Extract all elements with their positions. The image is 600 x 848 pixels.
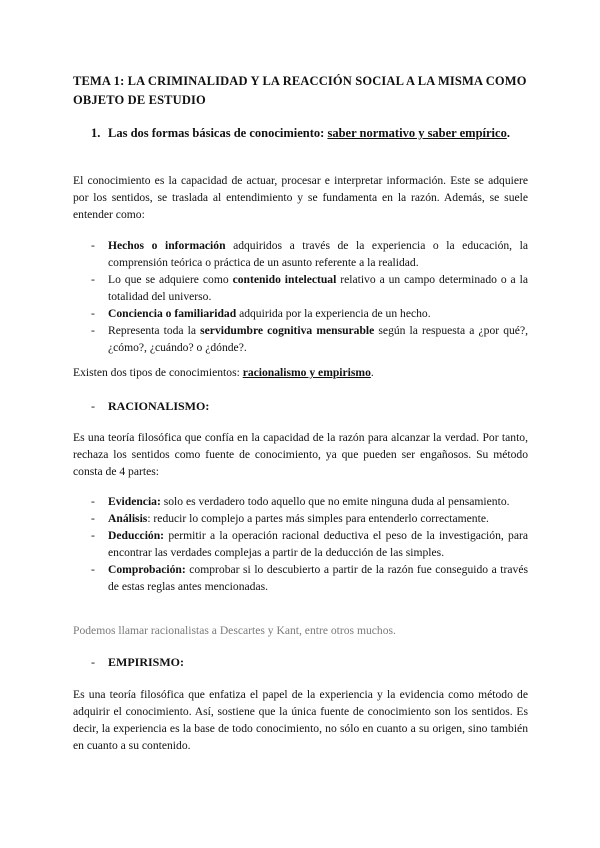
racionalismo-heading-text: RACIONALISMO: <box>108 399 210 413</box>
section-heading-end: . <box>506 126 510 140</box>
step-text: solo es verdadero todo aquello que no emite ninguna duda al pensamiento. <box>160 495 510 508</box>
empirismo-heading: - EMPIRISMO: <box>91 655 184 669</box>
list-item: - Comprobación: comprobar si lo descubierto a partir de la razón fue conseguido a través de estas reglas antes mencionadas. <box>91 563 528 593</box>
item-text: adquirida por la experiencia de un hecho. <box>236 307 431 320</box>
step-bold: Análisis <box>108 512 148 525</box>
list-item: - Deducción: permitir a la operación racional deductiva el peso de la investigación, para encontrar las verdades complejas a partir de la deducción de las simples. <box>91 529 528 559</box>
list-item: - Hechos o información adquiridos a través de la experiencia o la educación, la comprensión teórica o práctica de un asunto referente a la realidad. <box>91 239 528 269</box>
step-bold: Comprobación: <box>108 563 186 576</box>
step-text: permitir a la operación racional deductiva el peso de la investigación, para encontrar las verdades complejas a partir de la deducción de las simples. <box>108 529 528 559</box>
item-pre: Lo que se adquiere como <box>108 273 233 286</box>
racionalistas-note: Podemos llamar racionalistas a Descartes y Kant, entre otros muchos. <box>73 624 396 637</box>
step-text: : reducir lo complejo a partes más simples para entenderlo correctamente. <box>147 512 489 525</box>
item-bold: contenido intelectual <box>232 273 337 286</box>
section-heading-underlined: saber normativo y saber empírico <box>327 126 507 140</box>
item-bold: servidumbre cognitiva mensurable <box>200 324 375 337</box>
method-steps-list <box>91 493 528 595</box>
step-text: comprobar si lo descubierto a partir de la razón fue conseguido a través de estas reglas antes mencionadas. <box>108 563 528 593</box>
list-item: - Representa toda la servidumbre cognitiva mensurable según la respuesta a ¿por qué?, ¿cómo?, ¿cuándo? o ¿dónde?. <box>91 324 528 354</box>
step-bold: Deducción: <box>108 529 165 542</box>
list-item: - Evidencia: solo es verdadero todo aquello que no emite ninguna duda al pensamiento. <box>91 495 510 508</box>
item-bold: Hechos o información <box>108 239 226 252</box>
step-bold: Evidencia: <box>108 495 161 508</box>
item-bold: Conciencia o familiaridad <box>108 307 237 320</box>
item-text: relativo a un campo determinado o a la totalidad del universo. <box>108 273 528 303</box>
list-item: - Conciencia o familiaridad adquirida por la experiencia de un hecho. <box>91 307 431 320</box>
empirismo-heading-text: EMPIRISMO: <box>108 655 184 669</box>
intro-paragraph: El conocimiento es la capacidad de actuar, procesar e interpretar información. Este se adquiere por los sentidos, se traslada al entendimiento y se fundamenta en la razón. Además, se suele entender como: <box>73 174 528 221</box>
section-heading-1 <box>91 124 528 143</box>
list-item: - Análisis: reducir lo complejo a partes más simples para entenderlo correctamente. <box>91 512 489 525</box>
section-heading-text: Las dos formas básicas de conocimiento: <box>108 126 328 140</box>
types-end: . <box>370 366 374 379</box>
types-underlined: racionalismo y empirismo <box>242 366 371 379</box>
knowledge-definitions-list <box>91 237 528 356</box>
racionalismo-heading: - RACIONALISMO: <box>91 399 210 413</box>
list-item: - Lo que se adquiere como contenido intelectual relativo a un campo determinado o a la totalidad del universo. <box>91 273 528 303</box>
section-number: 1. <box>91 126 101 140</box>
racionalismo-paragraph: Es una teoría filosófica que confía en la capacidad de la razón para alcanzar la verdad. Por tanto, rechaza los sentidos como fuente de conocimiento, ya que pueden ser engañosos. Su método consta de 4 partes: <box>73 431 528 478</box>
item-text: según la respuesta a ¿por qué?, ¿cómo?, ¿cuándo? o ¿dónde?. <box>108 324 528 354</box>
document-title: TEMA 1: LA CRIMINALIDAD Y LA REACCIÓN SOCIAL A LA MISMA COMO OBJETO DE ESTUDIO <box>73 74 527 107</box>
empirismo-paragraph: Es una teoría filosófica que enfatiza el papel de la experiencia y la evidencia como método de adquirir el conocimiento. Así, sostiene que la única fuente de conocimiento son los sentidos. Es decir, la experiencia es la base de todo conocimiento, no sólo en cuanto a su origen, sino también en cuanto a su contenido. <box>73 688 528 752</box>
item-text: adquiridos a través de la experiencia o la educación, la comprensión teórica o práctica de un asunto referente a la realidad. <box>108 239 528 269</box>
types-text: Existen dos tipos de conocimientos: <box>73 366 243 379</box>
item-pre: Representa toda la <box>108 324 201 337</box>
types-paragraph <box>73 364 528 381</box>
